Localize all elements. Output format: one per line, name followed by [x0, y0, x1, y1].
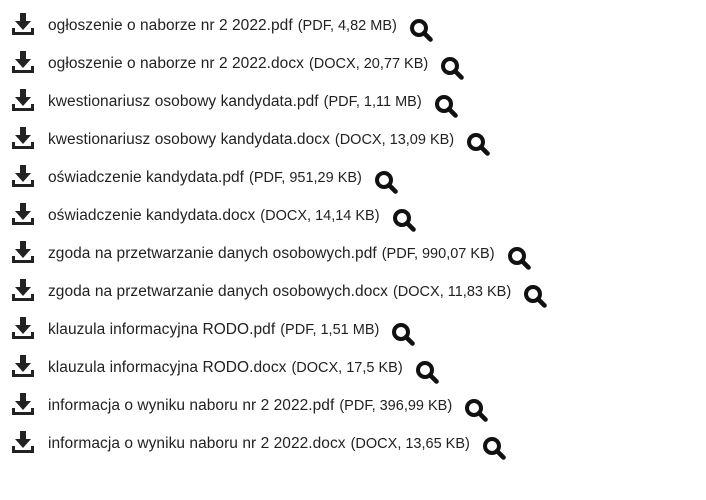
download-icon[interactable] [12, 203, 34, 225]
file-item [12, 349, 706, 387]
file-item [12, 159, 706, 197]
magnifier-icon[interactable] [482, 436, 506, 460]
magnifier-icon[interactable] [466, 132, 490, 156]
file-meta: (DOCX, 17,5 KB) [291, 360, 403, 376]
magnifier-icon[interactable] [523, 284, 547, 308]
file-item [12, 235, 706, 273]
download-icon[interactable] [12, 317, 34, 339]
download-icon[interactable] [12, 13, 34, 35]
file-item [12, 197, 706, 235]
file-meta: (PDF, 396,99 KB) [339, 398, 453, 414]
download-icon[interactable] [12, 127, 34, 149]
file-meta: (DOCX, 20,77 KB) [308, 56, 429, 72]
file-item [12, 273, 706, 311]
download-icon[interactable] [12, 279, 34, 301]
file-link[interactable]: informacja o wyniku naboru nr 2 2022.docx [48, 435, 346, 452]
file-link[interactable]: kwestionariusz osobowy kandydata.pdf [48, 93, 319, 110]
file-link[interactable]: zgoda na przetwarzanie danych osobowych.pdf [48, 245, 377, 262]
file-meta: (DOCX, 13,09 KB) [334, 132, 455, 148]
file-link[interactable]: informacja o wyniku naboru nr 2 2022.pdf [48, 397, 335, 414]
file-link[interactable]: oświadczenie kandydata.pdf [48, 169, 245, 186]
file-item [12, 425, 706, 463]
magnifier-icon[interactable] [464, 398, 488, 422]
file-link[interactable]: zgoda na przetwarzanie danych osobowych.docx [48, 283, 388, 300]
file-link[interactable]: oświadczenie kandydata.docx [48, 207, 256, 224]
file-meta: (PDF, 1,11 MB) [323, 94, 422, 110]
download-icon[interactable] [12, 89, 34, 111]
file-meta: (DOCX, 13,65 KB) [350, 436, 470, 452]
file-link[interactable]: ogłoszenie o naborze nr 2 2022.docx [48, 55, 304, 72]
magnifier-icon[interactable] [440, 56, 464, 80]
file-item [12, 45, 706, 83]
file-link[interactable]: klauzula informacyjna RODO.pdf [48, 321, 276, 338]
magnifier-icon[interactable] [409, 18, 433, 42]
file-meta: (DOCX, 14,14 KB) [260, 208, 380, 224]
file-item [12, 7, 706, 45]
file-item [12, 387, 706, 425]
magnifier-icon[interactable] [391, 322, 415, 346]
attachments-list [12, 7, 706, 463]
file-link[interactable]: klauzula informacyjna RODO.docx [48, 359, 287, 376]
file-link[interactable]: kwestionariusz osobowy kandydata.docx [48, 131, 330, 148]
file-meta: (PDF, 4,82 MB) [297, 18, 397, 34]
download-icon[interactable] [12, 165, 34, 187]
file-item [12, 83, 706, 121]
file-meta: (PDF, 951,29 KB) [249, 170, 362, 186]
magnifier-icon[interactable] [415, 360, 439, 384]
download-icon[interactable] [12, 241, 34, 263]
file-link[interactable]: ogłoszenie o naborze nr 2 2022.pdf [48, 17, 293, 34]
file-meta: (PDF, 990,07 KB) [381, 246, 495, 262]
file-meta: (PDF, 1,51 MB) [280, 322, 380, 338]
magnifier-icon[interactable] [392, 208, 416, 232]
file-meta: (DOCX, 11,83 KB) [392, 284, 512, 300]
file-item [12, 311, 706, 349]
magnifier-icon[interactable] [374, 170, 398, 194]
magnifier-icon[interactable] [507, 246, 531, 270]
download-icon[interactable] [12, 431, 34, 453]
magnifier-icon[interactable] [434, 94, 458, 118]
download-icon[interactable] [12, 51, 34, 73]
download-icon[interactable] [12, 393, 34, 415]
file-item [12, 121, 706, 159]
download-icon[interactable] [12, 355, 34, 377]
